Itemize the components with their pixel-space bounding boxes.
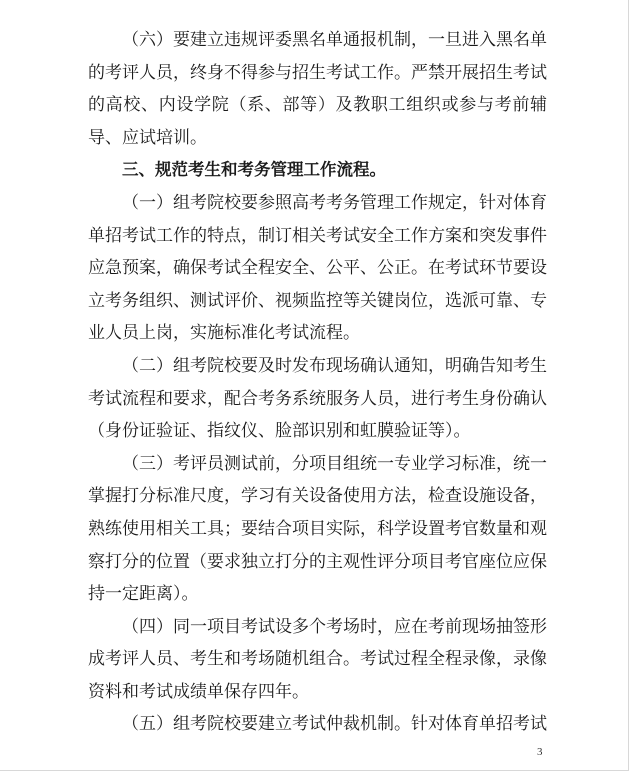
paragraph-item-1-exam-management: （一）组考院校要参照高考考务管理工作规定，针对体育单招考试工作的特点，制订相关考试安全工作方案和突发事件应急预案，确保考试全程安全、公平、公正。在考试环节要设立考务组织、测试评价、视频监控等关键岗位，选派可靠、专业人员上岗，实施标准化考试流程。 [88,192,547,344]
paragraph-item-6-blacklist: （六）要建立违规评委黑名单通报机制，一旦进入黑名单的考评人员，终身不得参与招生考试工作。严禁开展招生考试的高校、内设学院（系、部等）及教职工组织或参与考前辅导、应试培训。 [88,30,547,148]
paragraph-item-2-onsite-confirmation: （二）组考院校要及时发布现场确认通知，明确告知考生考试流程和要求，配合考务系统服务人员，进行考生身份确认（身份证验证、指纹仪、脸部识别和虹膜验证等）。 [88,355,547,442]
document-body [88,24,547,741]
page-number: 3 [537,746,543,758]
paragraph-item-3-examiner-testing: （三）考评员测试前，分项目组统一专业学习标准，统一掌握打分标准尺度，学习有关设备使用方法，检查设施设备，熟练使用相关工具；要结合项目实际，科学设置考官数量和观察打分的位置（要求独立打分的主观性评分项目考官座位应保持一定距离）。 [88,453,547,605]
paragraph-item-4-multiple-venues: （四）同一项目考试设多个考场时，应在考前现场抽签形成考评人员、考生和考场随机组合。考试过程全程录像，录像资料和考试成绩单保存四年。 [88,616,547,702]
section-heading-3: 三、规范考生和考务管理工作流程。 [122,160,386,180]
paragraph-item-5-arbitration: （五）组考院校要建立考试仲裁机制。针对体育单招考试 [122,714,547,735]
